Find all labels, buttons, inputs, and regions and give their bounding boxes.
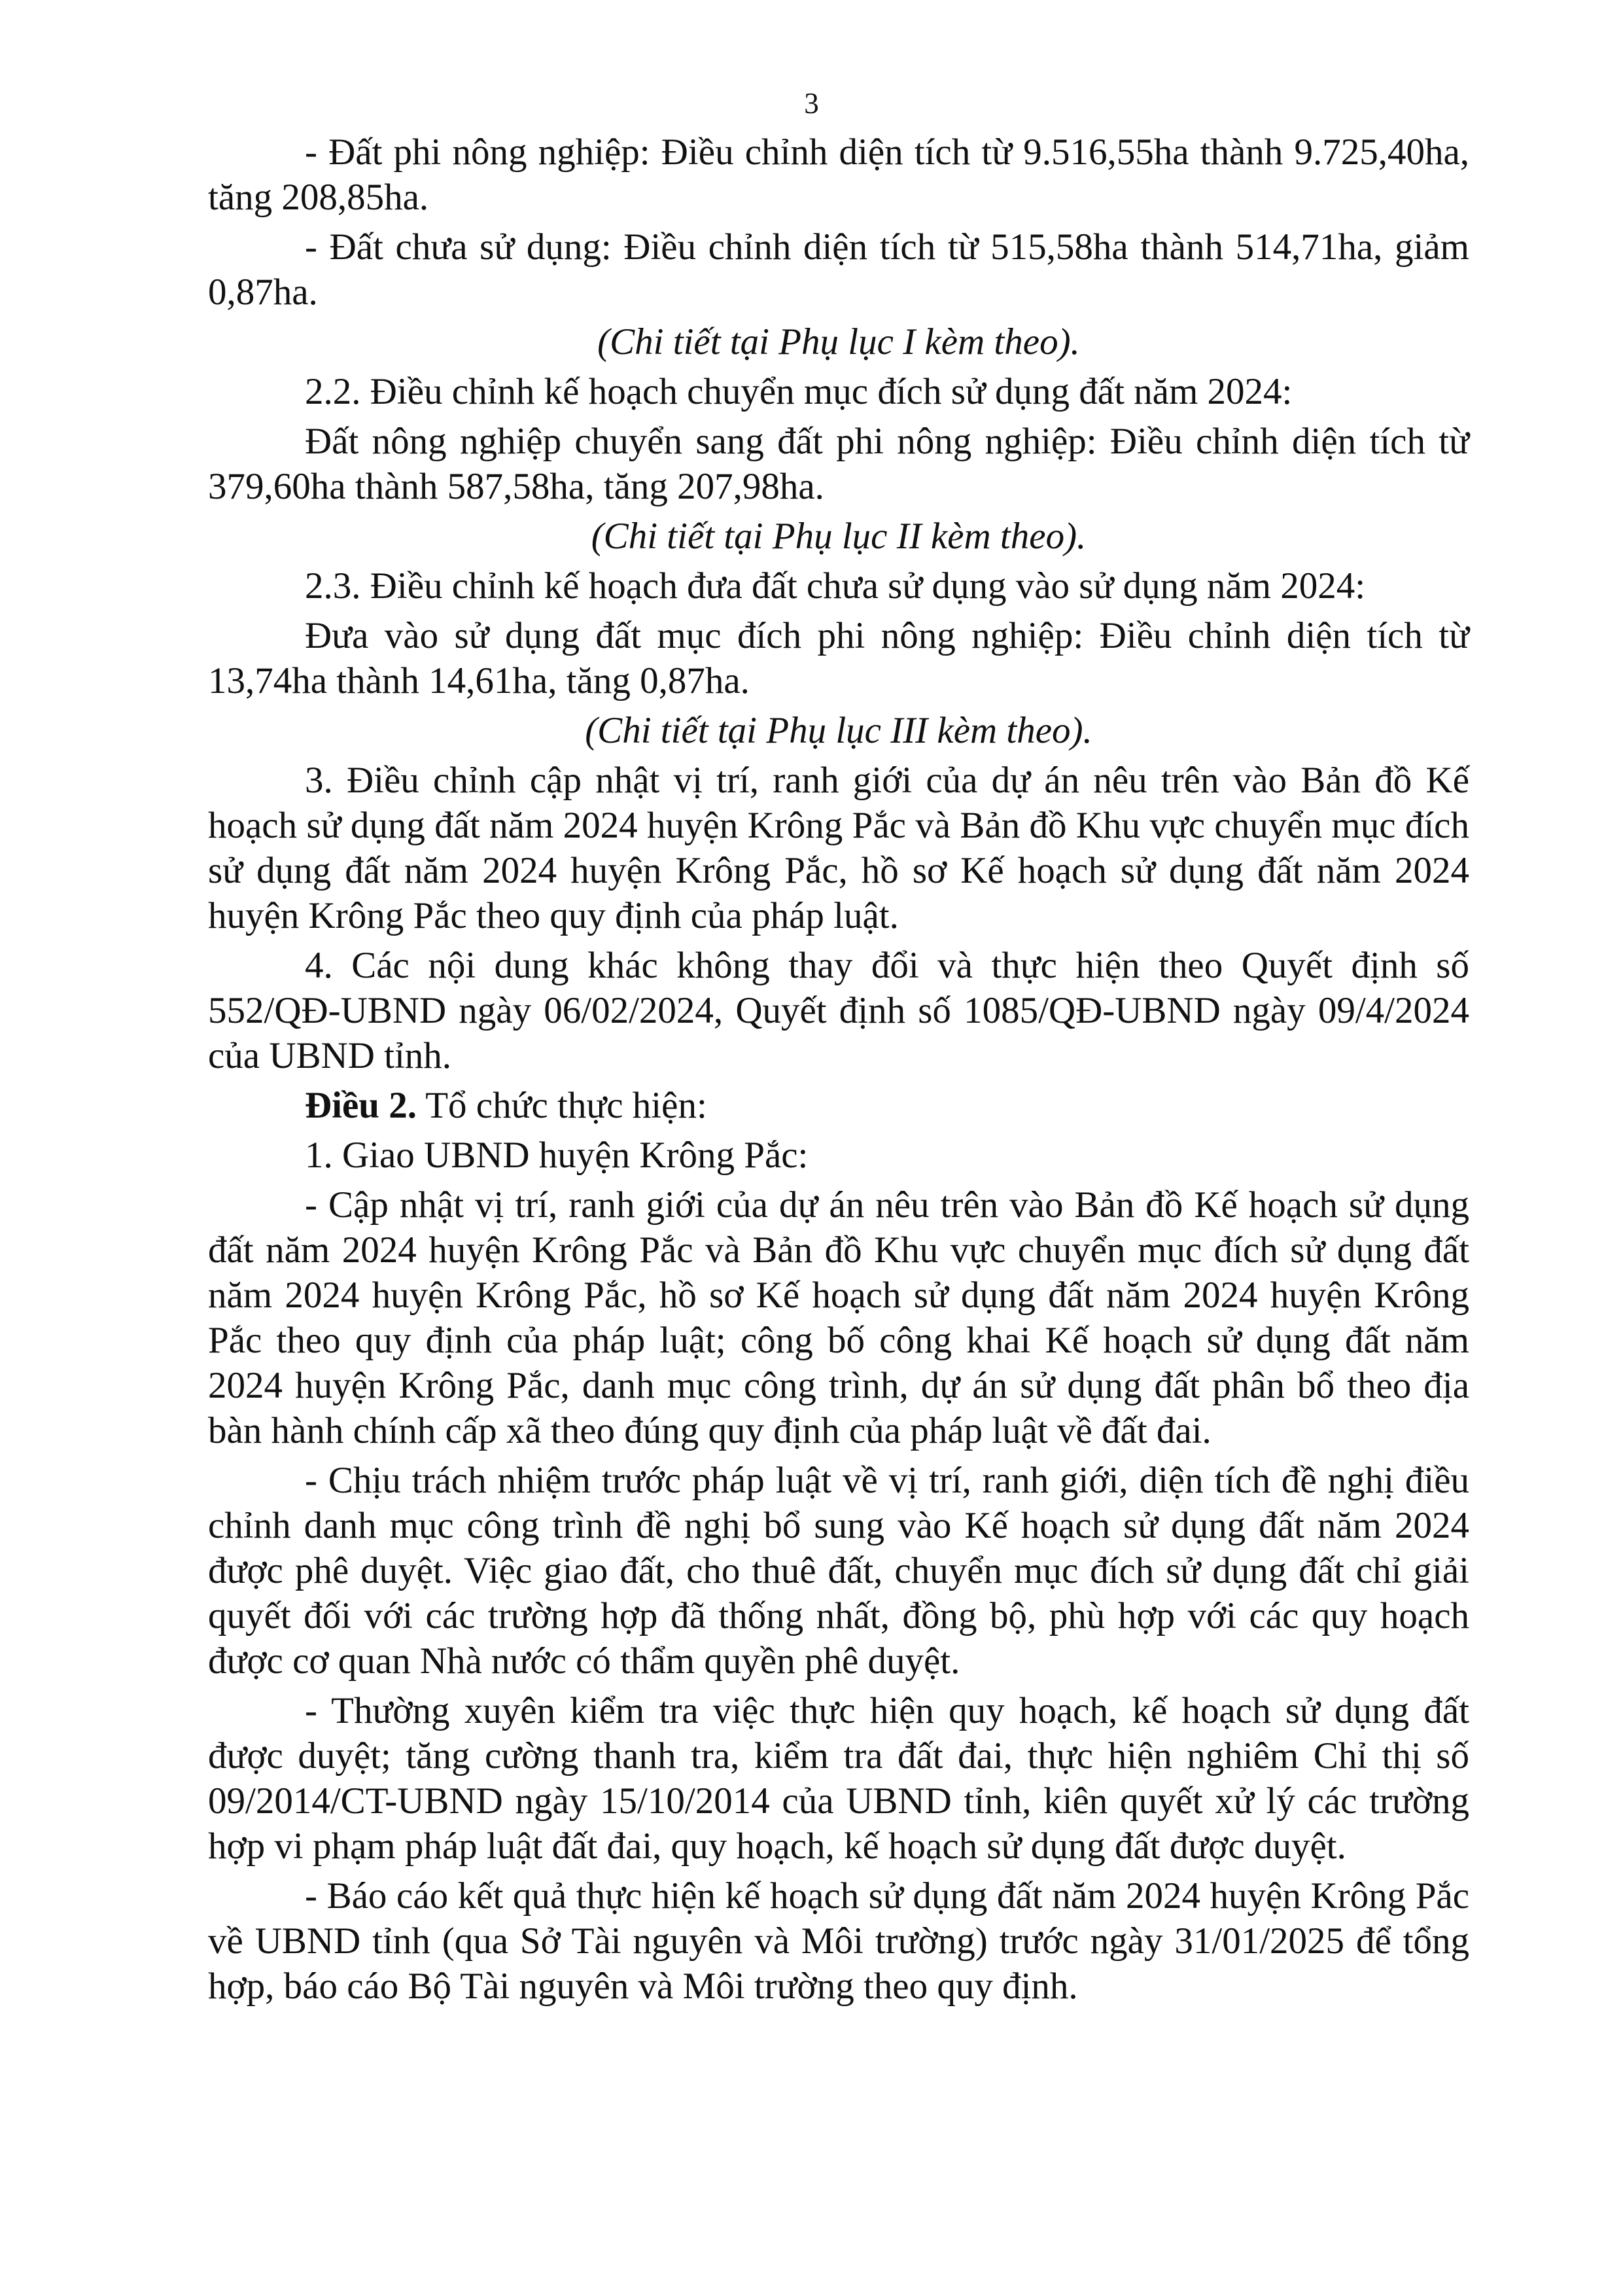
task-inspection: - Thường xuyên kiểm tra việc thực hiện quy hoạch, kế hoạch sử dụng đất được duyệt; tăng cường thanh tra, kiểm tra đất đai, thực hiện nghiêm Chỉ thị số 09/2014/CT-UBND ngày 15/10/2014 của UBND tỉnh, kiên quyết xử lý các trường hợp vi phạm pháp luật đất đai, quy hoạch, kế hoạch sử dụng đất được duyệt. xyxy=(208,1690,1469,1867)
paragraph-non-agricultural-land: - Đất phi nông nghiệp: Điều chỉnh diện tích từ 9.516,55ha thành 9.725,40ha, tăng 208,85ha. xyxy=(208,132,1469,218)
appendix-note-2: (Chi tiết tại Phụ lục II kèm theo). xyxy=(591,516,1087,557)
paragraph-land-conversion: Đất nông nghiệp chuyển sang đất phi nông nghiệp: Điều chỉnh diện tích từ 379,60ha thành 587,58ha, tăng 207,98ha. xyxy=(208,421,1469,507)
appendix-note-3: (Chi tiết tại Phụ lục III kèm theo). xyxy=(585,710,1092,751)
section-3-paragraph: 3. Điều chỉnh cập nhật vị trí, ranh giới của dự án nêu trên vào Bản đồ Kế hoạch sử dụng đất năm 2024 huyện Krông Pắc và Bản đồ Khu vực chuyển mục đích sử dụng đất năm 2024 huyện Krông Pắc, hồ sơ Kế hoạch sử dụng đất năm 2024 huyện Krông Pắc theo quy định của pháp luật. xyxy=(208,760,1469,936)
appendix-note-1: (Chi tiết tại Phụ lục I kèm theo). xyxy=(597,321,1080,362)
paragraph-unused-land: - Đất chưa sử dụng: Điều chỉnh diện tích từ 515,58ha thành 514,71ha, giảm 0,87ha. xyxy=(208,226,1469,313)
task-reporting: - Báo cáo kết quả thực hiện kế hoạch sử dụng đất năm 2024 huyện Krông Pắc về UBND tỉnh (qua Sở Tài nguyên và Môi trường) trước ngày 31/01/2025 để tổng hợp, báo cáo Bộ Tài nguyên và Môi trường theo quy định. xyxy=(208,1875,1469,2007)
section-2-3-heading: 2.3. Điều chỉnh kế hoạch đưa đất chưa sử dụng vào sử dụng năm 2024: xyxy=(305,565,1366,607)
paragraph-unused-land-usage: Đưa vào sử dụng đất mục đích phi nông nghiệp: Điều chỉnh diện tích từ 13,74ha thành 14,61ha, tăng 0,87ha. xyxy=(208,615,1469,701)
document-body xyxy=(208,130,1469,2013)
section-2-2-heading: 2.2. Điều chỉnh kế hoạch chuyển mục đích sử dụng đất năm 2024: xyxy=(305,371,1293,412)
article-2-heading xyxy=(208,1083,1469,1128)
article-2-title: Tổ chức thực hiện: xyxy=(417,1085,707,1126)
assignment-heading: 1. Giao UBND huyện Krông Pắc: xyxy=(305,1135,809,1176)
page-number: 3 xyxy=(804,87,819,120)
section-4-paragraph: 4. Các nội dung khác không thay đổi và thực hiện theo Quyết định số 552/QĐ-UBND ngày 06/02/2024, Quyết định số 1085/QĐ-UBND ngày 09/4/2024 của UBND tỉnh. xyxy=(208,945,1469,1076)
task-update-location: - Cập nhật vị trí, ranh giới của dự án nêu trên vào Bản đồ Kế hoạch sử dụng đất năm 2024 huyện Krông Pắc và Bản đồ Khu vực chuyển mục đích sử dụng đất năm 2024 huyện Krông Pắc, hồ sơ Kế hoạch sử dụng đất năm 2024 huyện Krông Pắc theo quy định của pháp luật; công bố công khai Kế hoạch sử dụng đất năm 2024 huyện Krông Pắc, danh mục công trình, dự án sử dụng đất phân bổ theo địa bàn hành chính cấp xã theo đúng quy định của pháp luật về đất đai. xyxy=(208,1184,1469,1451)
task-responsibility: - Chịu trách nhiệm trước pháp luật về vị trí, ranh giới, diện tích đề nghị điều chỉnh danh mục công trình đề nghị bổ sung vào Kế hoạch sử dụng đất năm 2024 được phê duyệt. Việc giao đất, cho thuê đất, chuyển mục đích sử dụng đất chỉ giải quyết đối với các trường hợp đã thống nhất, đồng bộ, phù hợp với các quy hoạch được cơ quan Nhà nước có thẩm quyền phê duyệt. xyxy=(208,1460,1469,1682)
article-2-label: Điều 2. xyxy=(305,1085,417,1126)
